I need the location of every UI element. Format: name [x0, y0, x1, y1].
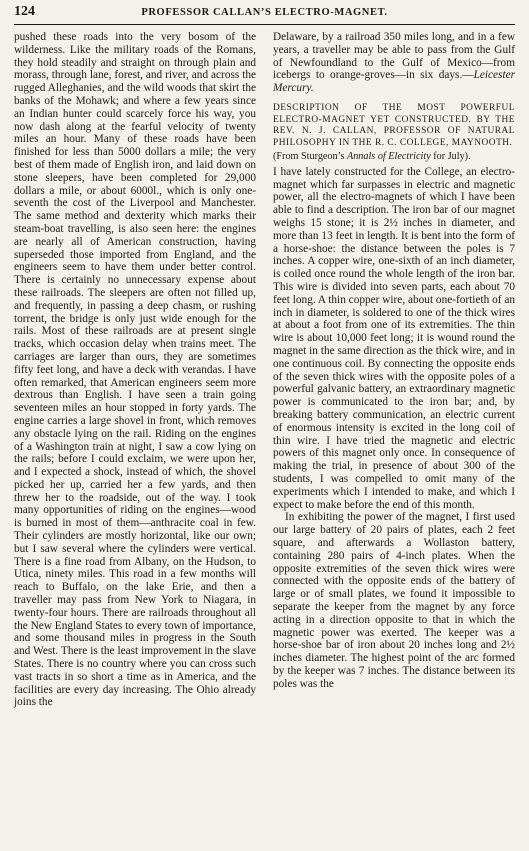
- page-number: 124: [14, 4, 35, 19]
- article-heading: DESCRIPTION OF THE MOST POWERFUL ELECTRO-MAGNET YET CONSTRUCTED. BY THE REV. N. J. CALLAN, PROFESSOR OF NATURAL PHILOSOPHY IN THE R. C. COLLEGE, MAYNOOTH.: [273, 102, 515, 148]
- source-title: Annals of Electricity: [346, 151, 431, 163]
- source-suffix: for July).: [430, 151, 471, 163]
- left-column: [14, 31, 256, 709]
- continuation-text: Delaware, by a railroad 350 miles long, and in a few years, a traveller may be able to pass from the Gulf of Newfoundland to the Gulf of Mexico—from icebergs to orange-groves—in six days.—: [273, 31, 515, 82]
- attribution: Leicester Mercury.: [273, 69, 515, 95]
- continuation-paragraph: [273, 31, 515, 95]
- left-column-text: pushed these roads into the very bosom of the wilderness. Like the military roads of the Romans, they hold steadily and straight on through plain and morass, through lane, forest, and river, and across the rugged Alleghanies, and the wild woods that skirt the banks of the Mohawk; and where a few years since an Indian hunter could scarcely force his way, you now dash along at the fearful velocity of twenty miles an hour. Many of these roads have been finished for less than 5000 dollars a mile; the very best of them made of English iron, and laid down on stone sleepers, have been completed for 29,000 dollars a mile, or about 6000l., which is only one-seventh the cost of the Liverpool and Manchester. The same method and dexterity which marks their steam-boat travelling, is also seen here: the engines are nearly all of American construction, having superseded those imported from England, and the engineers seem to have them under better control. There is certainly no unnecessary expense about these railroads. The sleepers are often not filled up, and frequently, in passing a deep chasm, or rushing torrent, the bridge is only just wide enough for the rails. Most of these railroads are at present single tracks, which occasion delay when trains meet. The carriages are larger than ours, they are sometimes fifty feet long, and have a deck with verandas. I have often remarked, that American engineers seem more dextrous than English. I have seen a train going seventeen miles an hour stopped in forty yards. The engine carries a large shovel in front, which removes any obstacle lying on the rail. Riding on the engines of a Washington train at night, I saw a cow lying on the rails; before I could exclaim, we were upon her, and I expected a shock, instead of which, the shovel picked her up, carried her a few yards, and then threw her to the roadside, out of the way. I took many opportunities of riding on the engines—wood is burned in most of them—anthracite coal in few. Their cylinders are mostly horizontal, like our own; but I saw several where the cylinders were vertical. There is a fine road from Albany, on the Hudson, to Utica, ninety miles. This road in a few months will reach to Buffalo, on the lake Erie, and then a traveller may pass from New York to Niagara, in twenty-four hours. There are railroads throughout all the New England States to every town of importance, and some thousand miles in progress in the South and West. There is the least improvement in the slave States. There is no country where you can cross such vast tracts in so short a time as in America, and the facilities are every day increasing. The Ohio already joins the: [14, 31, 256, 709]
- right-column: [273, 31, 515, 709]
- running-title: PROFESSOR CALLAN’S ELECTRO-MAGNET.: [141, 7, 388, 18]
- body-paragraph-1: I have lately constructed for the College, an electro-magnet which far surpasses in electric and magnetic power, all the electro-magnets of which I have been able to find a description. The iron bar of our magnet weighs 15 stone; it is 2½ inches in diameter, and more than 13 feet in length. It is bent into the form of a horse-shoe: the distance between the poles is 7 inches. A copper wire, one-sixth of an inch diameter, is coiled once round the whole length of the iron bar. This wire is divided into seven parts, each about 70 feet long. A thin copper wire, about one-fortieth of an inch in diameter, is soldered to one of the thick wires at about a foot from one of its extremities. The thin wire is about 10,000 feet long; it is wound round the magnet in the same direction as the thick wire, and in one continuous coil. By connecting the opposite ends of the seven thick wires with the opposite poles of a powerful galvanic battery, an extraordinary magnetic power is communicated to the iron bar; and, by breaking battery communication, an electric current of enormous intensity is excited in the long coil of thin wire. I have tried the magnetic and electric powers of this magnet only once. In consequence of making the trial, in presence of about 300 of the students, I was compelled to omit many of the experiments which I intended to make, and which I expect to make before the end of this month.: [273, 165, 515, 511]
- page-header: [14, 4, 515, 25]
- source-prefix: (From Sturgeon’s: [273, 151, 347, 163]
- body-paragraph-2: In exhibiting the power of the magnet, I first used our large battery of 20 pairs of plates, each 2 feet square, and afterwards a Wollaston battery, containing 280 pairs of 4-inch plates. When the opposite extremities of the seven thick wires were connected with the opposite ends of the battery of large or of small plates, we found it impossible to separate the keeper from the magnet by any force acting in a direction opposite to that in which the magnetic power was exerted. The keeper was a horse-shoe bar of iron about 20 inches long and 2½ inches diameter. The highest point of the arc formed by the keeper was 7 inches. The distance between its poles was the: [273, 511, 515, 690]
- text-columns: [14, 31, 515, 709]
- source-line: [273, 151, 515, 164]
